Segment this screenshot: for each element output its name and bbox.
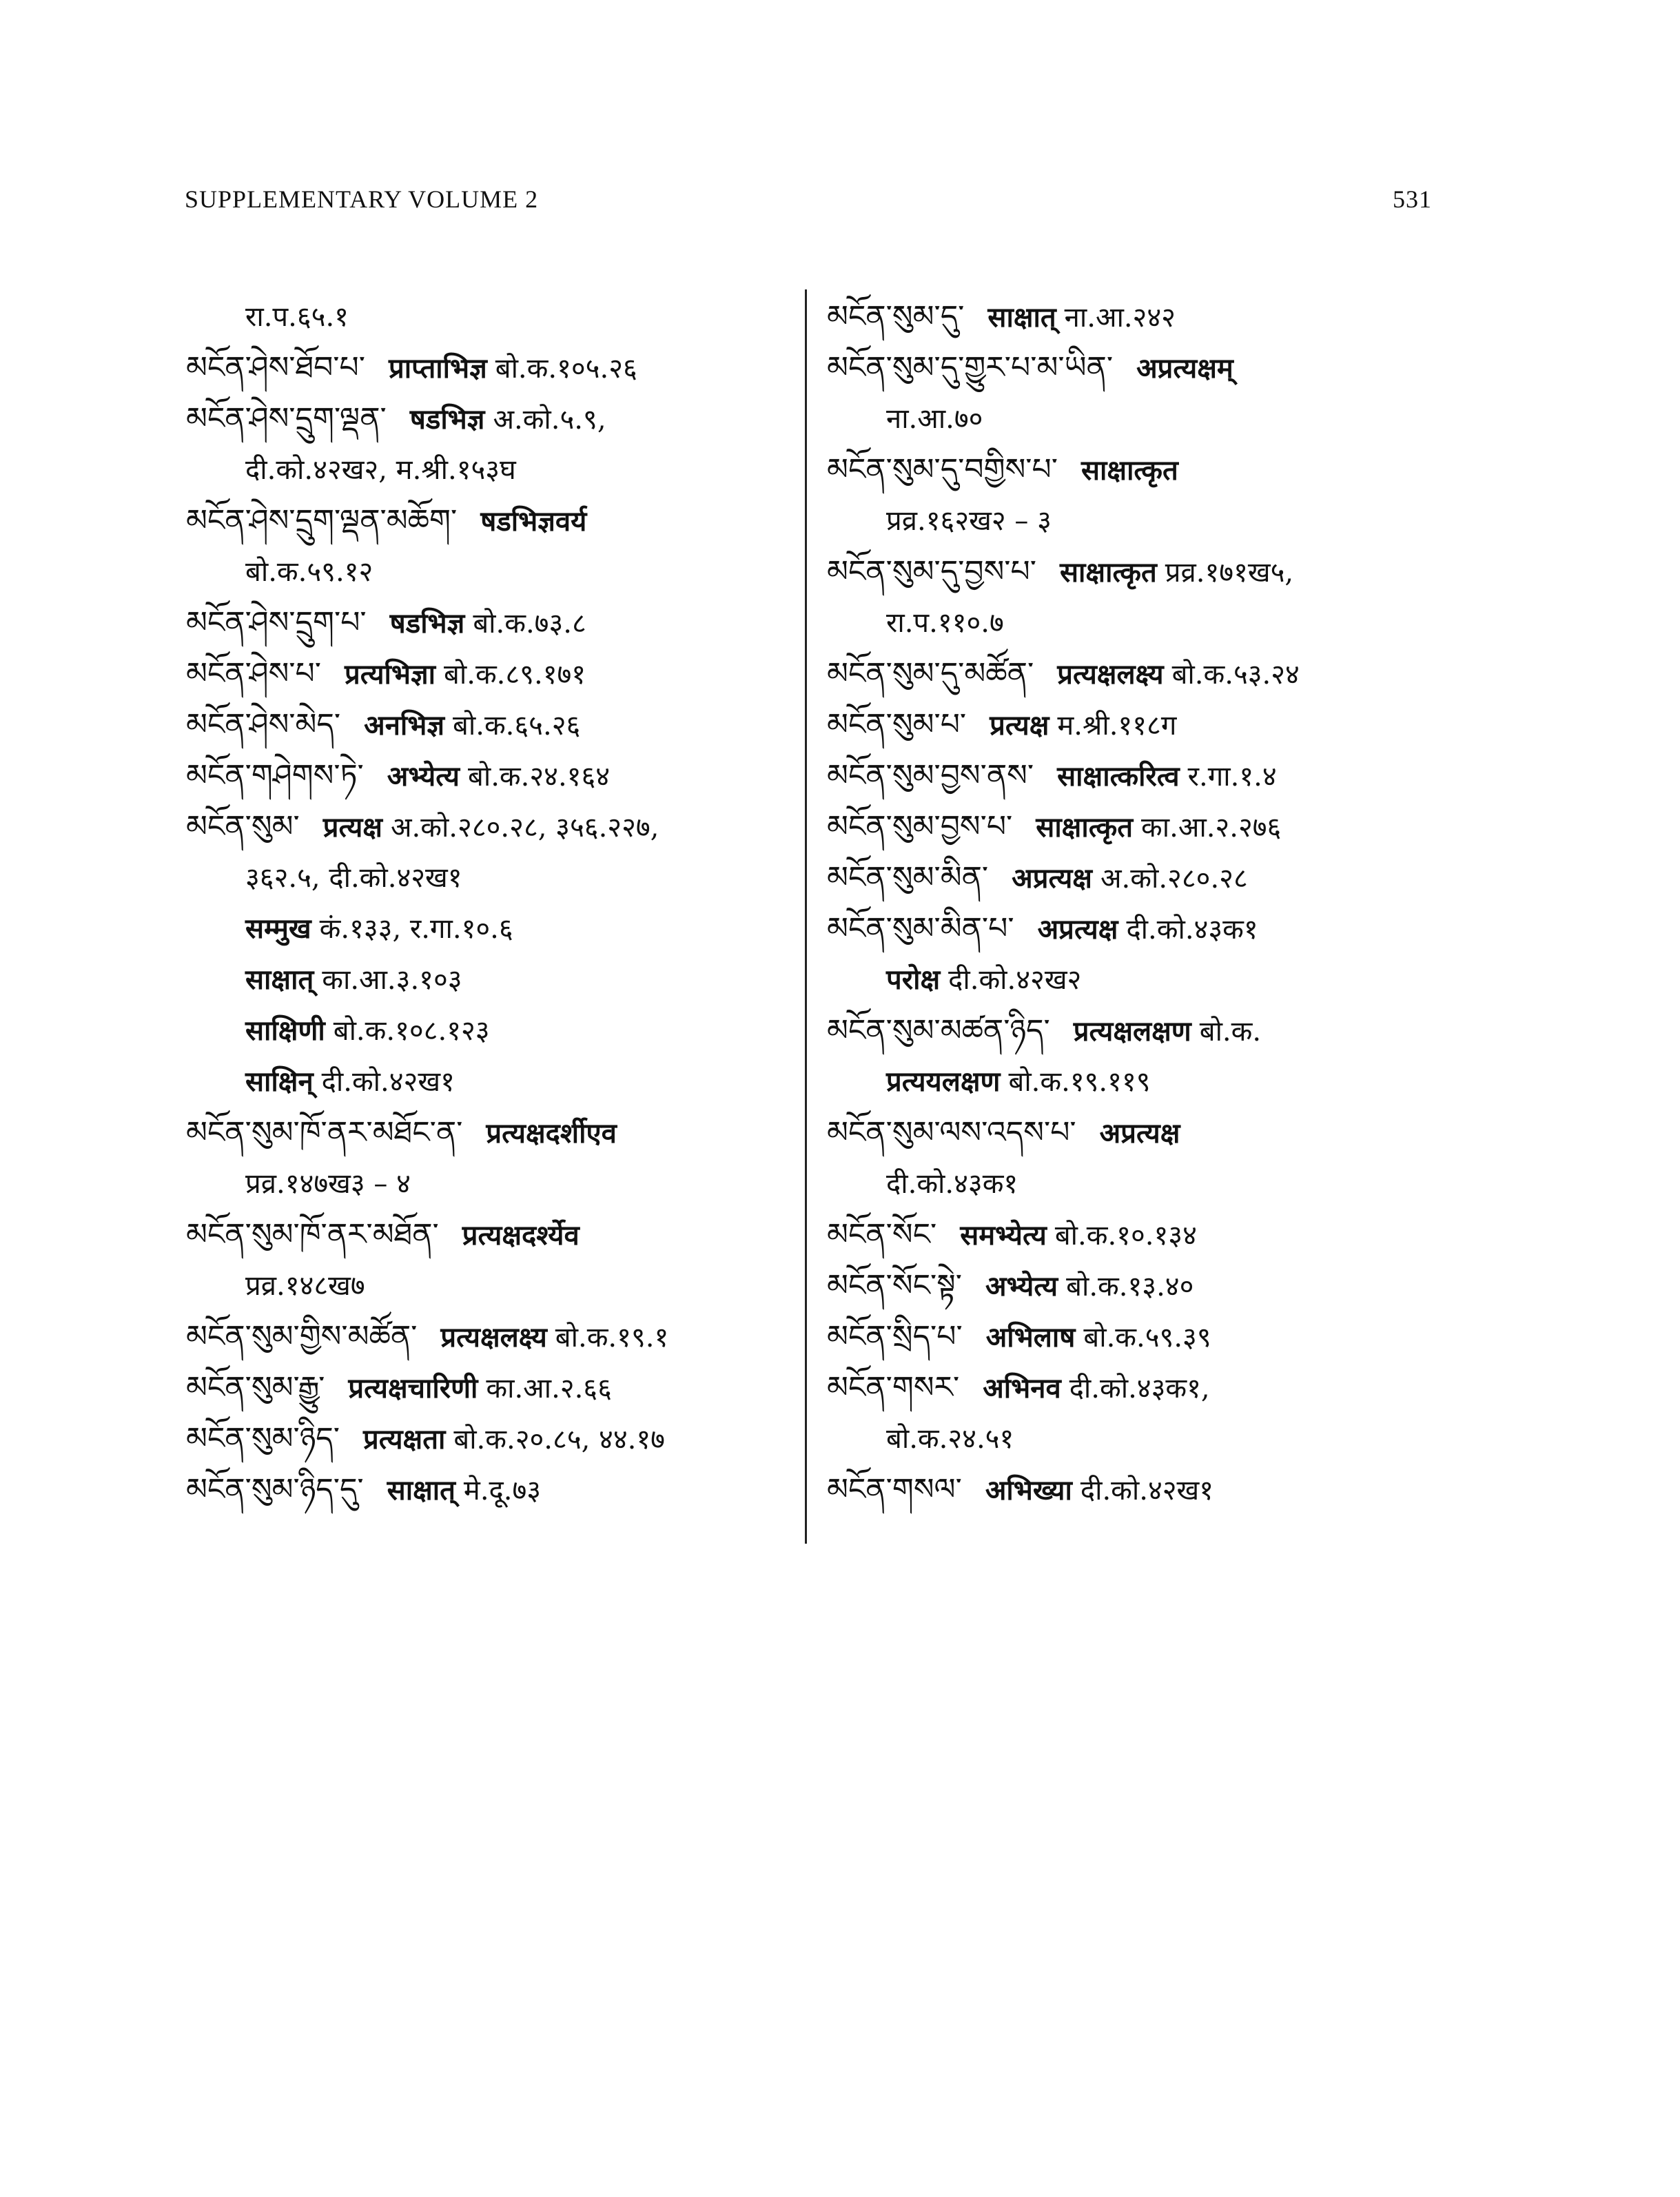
source-reference: बो.क.२४.१६४ (468, 761, 611, 793)
tibetan-headword: མངོན་ཤེས་མེད་ (186, 707, 341, 742)
sanskrit-equivalent: प्रत्यक्ष (990, 709, 1049, 742)
running-head: SUPPLEMENTARY VOLUME 2 (185, 185, 539, 213)
sanskrit-equivalent: साक्षात् (387, 1474, 455, 1506)
source-reference: प्रव्र.१४७ख३ – ४ (245, 1168, 411, 1200)
tibetan-headword: མངོན་ཤེས་དྲུག་ལྡན་མཆོག་ (186, 503, 458, 538)
entry-continuation-line (245, 551, 373, 593)
source-reference: प्रव्र.१४८ख७ (245, 1270, 365, 1302)
tibetan-headword: མངོན་སུམ་དུ་བྱས་པ་ (827, 554, 1036, 589)
sanskrit-equivalent: साक्षात्कृत (1036, 811, 1134, 844)
tibetan-headword: མངོན་སུམ་རྒྱུ་ (186, 1370, 325, 1405)
tibetan-headword: མངོན་གཤེགས་ཏེ་ (186, 758, 364, 793)
sanskrit-equivalent: साक्षिणी (245, 1014, 325, 1047)
tibetan-headword: མངོན་ཤེས་དྲུག་པ་ (186, 605, 367, 640)
source-reference: बो.क.१९.१ (555, 1322, 669, 1353)
dictionary-entry (827, 653, 1300, 695)
dictionary-entry (827, 1316, 1211, 1358)
tibetan-headword: མངོན་སུམ་དུ་བགྱིས་པ་ (827, 452, 1058, 487)
entry-continuation-line (245, 1163, 411, 1205)
sanskrit-equivalent: साक्षात् (245, 963, 314, 996)
dictionary-entry (186, 806, 659, 848)
entry-continuation-line (886, 1061, 1151, 1103)
source-reference: बो.क.२४.५१ (886, 1423, 1014, 1455)
entry-continuation-line (245, 296, 349, 338)
sanskrit-equivalent: प्रत्यक्षदर्श्येव (462, 1219, 580, 1251)
source-reference: बो.क.८९.१७१ (444, 659, 586, 691)
dictionary-entry (186, 653, 586, 695)
tibetan-headword: མངོན་ཤེས་པ་ (186, 656, 321, 691)
sanskrit-equivalent: प्रत्यक्षचारिणी (348, 1372, 478, 1404)
source-reference: अ.को.२८०.२८ (1100, 863, 1248, 895)
entry-continuation-line (886, 1163, 1018, 1205)
sanskrit-equivalent: सम्मुख (245, 912, 311, 945)
tibetan-headword: མངོན་སོང་སྟེ་ (827, 1268, 962, 1303)
source-reference: प्रव्र.१६२ख२ – ३ (886, 505, 1052, 537)
tibetan-headword: མངོན་སུམ་གྱིས་མཚོན་ (186, 1319, 418, 1354)
tibetan-headword: མངོན་སུམ་ཁོ་ནར་མཐོན་ (186, 1217, 439, 1252)
sanskrit-equivalent: अप्रत्यक्ष (1037, 913, 1118, 946)
source-reference: बो.क.१९.११९ (1008, 1066, 1151, 1098)
source-reference: म.श्री.११८ग (1057, 710, 1177, 742)
dictionary-entry (186, 1316, 668, 1358)
entry-continuation-line (245, 1010, 490, 1052)
dictionary-entry (186, 755, 610, 797)
tibetan-headword: མངོན་སྲིད་པ་ (827, 1319, 963, 1354)
sanskrit-equivalent: अभिख्या (985, 1474, 1072, 1506)
sanskrit-equivalent: प्राप्ताभिज्ञ (389, 352, 487, 385)
entry-continuation-line (245, 857, 462, 899)
tibetan-headword: མངོན་སུམ་བྱས་པ་ (827, 809, 1013, 844)
source-reference: कं.१३३, र.गा.१०.६ (319, 913, 513, 945)
sanskrit-equivalent: साक्षिन् (245, 1065, 314, 1098)
sanskrit-equivalent: परोक्ष (886, 963, 941, 996)
entry-continuation-line (245, 959, 462, 1001)
tibetan-headword: མངོན་སུམ་མིན་ (827, 860, 989, 895)
entry-continuation-line (886, 959, 1081, 1001)
dictionary-entry (186, 398, 606, 440)
source-reference: का.आ.२.२७६ (1141, 812, 1282, 844)
dictionary-entry (827, 1469, 1213, 1511)
source-reference: प्रव्र.१७१ख५, (1165, 557, 1294, 589)
tibetan-headword: མངོན་སུམ་དུ་མཚོན་ (827, 656, 1034, 691)
tibetan-headword: མངོན་གསལ་ (827, 1472, 962, 1507)
source-reference: का.आ.३.१०३ (322, 964, 462, 996)
dictionary-entry (186, 1418, 665, 1460)
source-reference: अ.को.५.९, (493, 404, 606, 436)
source-reference: बो.क.५३.२४ (1171, 659, 1300, 691)
source-reference: दी.को.४२ख१ (321, 1066, 455, 1098)
sanskrit-equivalent: अभ्येत्य (387, 760, 460, 793)
entry-continuation-line (886, 398, 983, 440)
tibetan-headword: མངོན་ཤེས་ཐོབ་པ་ (186, 350, 365, 385)
source-reference: दी.को.४३क१, (1069, 1373, 1210, 1404)
source-reference: रा.प.११०.७ (886, 607, 1004, 639)
page-header (185, 185, 1432, 226)
dictionary-entry (827, 704, 1176, 746)
dictionary-entry (186, 1367, 612, 1409)
sanskrit-equivalent: षडभिज्ञ (389, 607, 465, 640)
source-reference: दी.को.४२ख२, म.श्री.१५३घ (245, 454, 516, 486)
dictionary-entry (186, 1112, 625, 1154)
tibetan-headword: མངོན་སུམ་ཉིད་དུ་ (186, 1472, 364, 1507)
dictionary-entry (827, 1265, 1194, 1307)
source-reference: बो.क.६५.२६ (453, 710, 581, 742)
dictionary-entry (827, 1010, 1261, 1052)
dictionary-entry (827, 755, 1277, 797)
tibetan-headword: མངོན་ཤེས་དྲུག་ལྡན་ (186, 401, 387, 436)
source-reference: दी.को.४३क१ (886, 1168, 1018, 1200)
source-reference: बो.क.१०५.२६ (495, 353, 637, 385)
dictionary-entry (827, 449, 1187, 491)
dictionary-entry (186, 500, 595, 542)
source-reference: बो.क.१०८.१२३ (333, 1015, 490, 1047)
entry-continuation-line (245, 908, 513, 950)
source-reference: दी.को.४३क१ (1126, 914, 1258, 946)
source-reference: ना.आ.२४२ (1064, 302, 1176, 334)
page-number: 531 (1393, 185, 1432, 213)
source-reference: र.गा.१.४ (1187, 761, 1277, 793)
dictionary-entry (827, 1367, 1210, 1409)
sanskrit-equivalent: अभिलाष (985, 1321, 1076, 1353)
tibetan-headword: མངོན་སུམ་བྱས་ནས་ (827, 758, 1034, 793)
entry-continuation-line (245, 1265, 365, 1307)
tibetan-headword: མངོན་སོང་ (827, 1217, 937, 1252)
dictionary-entry (827, 1214, 1197, 1256)
source-reference: दी.को.४२ख२ (948, 964, 1082, 996)
entry-continuation-line (245, 1061, 455, 1103)
dictionary-entry (827, 908, 1258, 950)
sanskrit-equivalent: षडभिज्ञ (409, 403, 485, 436)
tibetan-headword: མངོན་སུམ་པ་ (827, 707, 967, 742)
sanskrit-equivalent: प्रत्यक्षदर्शीएव (486, 1117, 617, 1149)
sanskrit-equivalent: अप्रत्यक्षम् (1136, 352, 1233, 385)
dictionary-entry (827, 296, 1176, 338)
sanskrit-equivalent: प्रत्ययलक्षण (886, 1065, 1001, 1098)
entry-continuation-line (886, 500, 1052, 542)
sanskrit-equivalent: साक्षात्कृत (1080, 454, 1178, 487)
source-reference: बो.क. (1199, 1016, 1262, 1048)
source-reference: बो.क.५९.३९ (1083, 1322, 1211, 1353)
source-reference: का.आ.२.६६ (486, 1373, 612, 1404)
tibetan-headword: མངོན་སུམ་ལས་འདས་པ་ (827, 1115, 1076, 1150)
tibetan-headword: མངོན་སུམ་ (186, 809, 300, 844)
sanskrit-equivalent: प्रत्यक्षलक्षण (1073, 1015, 1191, 1048)
source-reference: बो.क.१३.४० (1066, 1271, 1194, 1302)
tibetan-headword: མངོན་སུམ་དུ་ (827, 299, 965, 334)
sanskrit-equivalent: प्रत्यक्षता (362, 1423, 446, 1455)
source-reference: बो.क.२०.८५, ४४.१७ (453, 1424, 665, 1455)
sanskrit-equivalent: अभिनव (983, 1372, 1061, 1404)
sanskrit-equivalent: प्रत्यभिज्ञा (344, 658, 436, 691)
dictionary-entry (186, 347, 637, 389)
tibetan-headword: མངོན་སུམ་མཚན་ཉིད་ (827, 1013, 1050, 1048)
tibetan-headword: མངོན་སུམ་ཉིད་ (186, 1421, 340, 1456)
dictionary-entry (827, 347, 1242, 389)
dictionary-entry (186, 1214, 588, 1256)
dictionary-entry (827, 1112, 1188, 1154)
sanskrit-equivalent: समभ्येत्य (960, 1219, 1047, 1251)
dictionary-entry (186, 704, 580, 746)
dictionary-entry (827, 551, 1293, 593)
source-reference: बो.क.५९.१२ (245, 556, 373, 588)
dictionary-entry (186, 1469, 541, 1511)
source-reference: ना.आ.७० (886, 403, 983, 435)
sanskrit-equivalent: प्रत्यक्षलक्ष्य (440, 1321, 547, 1353)
tibetan-headword: མངོན་སུམ་མིན་པ་ (827, 911, 1014, 946)
source-reference: अ.को.२८०.२८, ३५६.२२७, (390, 812, 659, 844)
dictionary-entry (186, 602, 586, 644)
source-reference: बो.क.७३.८ (473, 608, 586, 640)
source-reference: मे.दू.७३ (463, 1475, 542, 1506)
sanskrit-equivalent: षडभिज्ञवर्य (480, 505, 587, 538)
sanskrit-equivalent: साक्षात् (987, 301, 1056, 334)
tibetan-headword: མངོན་གསར་ (827, 1370, 960, 1405)
dictionary-entry (827, 806, 1281, 848)
entry-continuation-line (886, 602, 1004, 644)
sanskrit-equivalent: अप्रत्यक्ष (1012, 862, 1092, 895)
sanskrit-equivalent: प्रत्यक्षलक्ष्य (1057, 658, 1164, 691)
sanskrit-equivalent: अप्रत्यक्ष (1099, 1117, 1180, 1149)
sanskrit-equivalent: प्रत्यक्ष (322, 811, 382, 844)
source-reference: बो.क.१०.१३४ (1054, 1220, 1197, 1251)
dictionary-entry (827, 857, 1248, 899)
tibetan-headword: མངོན་སུམ་ཁོ་ནར་མཐོང་ན་ (186, 1115, 463, 1150)
source-reference: रा.प.६५.१ (245, 301, 349, 333)
sanskrit-equivalent: साक्षात्कृत (1060, 556, 1157, 589)
tibetan-headword: མངོན་སུམ་དུ་གྱུར་པ་མ་ཡིན་ (827, 350, 1114, 385)
entry-continuation-line (245, 449, 516, 491)
sanskrit-equivalent: साक्षात्करित्व (1057, 760, 1180, 793)
column-divider (805, 289, 807, 1544)
entry-continuation-line (886, 1418, 1014, 1460)
sanskrit-equivalent: अनभिज्ञ (364, 709, 445, 742)
sanskrit-equivalent: अभ्येत्य (985, 1270, 1058, 1302)
source-reference: ३६२.५, दी.को.४२ख१ (245, 862, 462, 894)
source-reference: दी.को.४२ख१ (1080, 1475, 1214, 1506)
